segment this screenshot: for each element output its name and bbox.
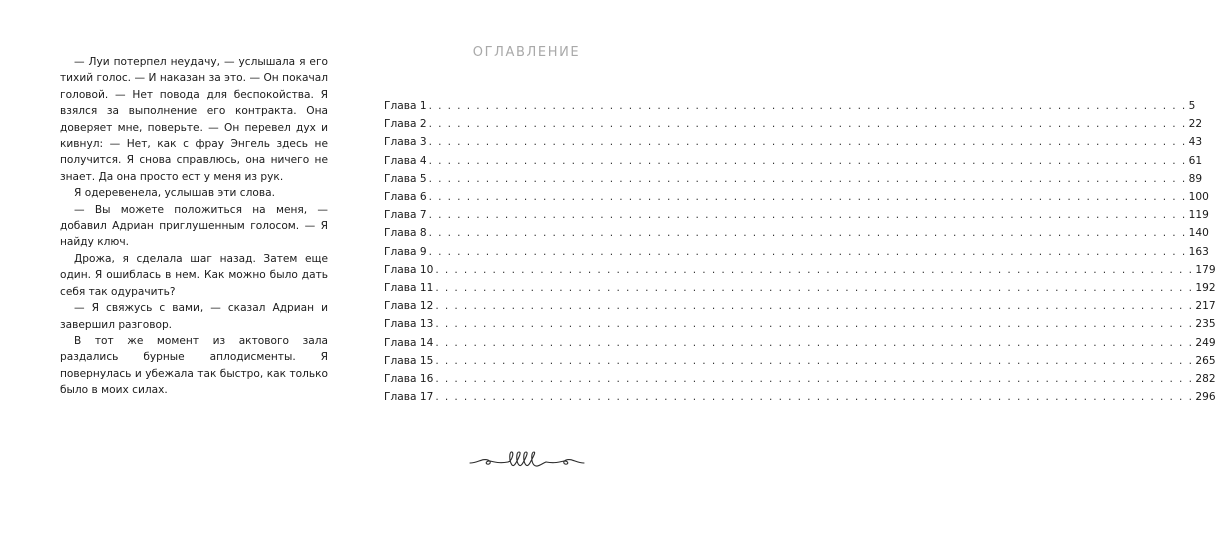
toc-entry [384,133,1203,151]
toc-entry [384,334,1216,352]
toc-entry-label: Глава 11 [384,282,434,295]
flourish-ornament-icon [468,449,586,471]
toc-entry-label: Глава 2 [384,118,427,131]
toc-dot-leader: . . . . . . . . . . . . . . . . . . . . . . . . . . . . . . . . . . . . . . . . . . . . . . . . . . . . . . . . . . . . . . . . . . . . . . . . . . . . . . . . [428,118,1187,131]
toc-entry-page: 163 [1188,245,1209,258]
toc-entry-label: Глава 7 [384,209,427,222]
toc-entry-label: Глава 4 [384,154,427,167]
paragraph: Дрожа, я сделала шаг назад. Затем еще один. Я ошиблась в нем. Как можно было дать себя так одурачить? [60,252,328,298]
toc-entry-page: 5 [1188,100,1196,112]
toc-entry [384,115,1203,133]
paragraph: — Вы можете положиться на меня, — добавил Адриан приглушенным голосом. — Я найду ключ. [60,203,328,249]
toc-entry-label: Глава 9 [384,245,427,258]
toc-entry [384,352,1216,370]
toc-entry-page: 119 [1188,209,1209,222]
toc-entry [384,279,1216,297]
paragraph: — Я свяжусь с вами, — сказал Адриан и завершил разговор. [60,302,328,331]
paragraph: В тот же момент из актового зала раздались бурные аплодисменты. Я повернулась и убежала так быстро, как только было в моих силах. [60,334,328,397]
toc-dot-leader: . . . . . . . . . . . . . . . . . . . . . . . . . . . . . . . . . . . . . . . . . . . . . . . . . . . . . . . . . . . . . . . . . . . . . . . . . . . . . . . . [428,100,1187,112]
toc-entry-label: Глава 17 [384,391,434,404]
toc-entry-page: 249 [1195,336,1216,349]
toc-entry-page: 282 [1195,373,1216,386]
toc-entry-label: Глава 12 [384,300,434,313]
toc-entry-page: 192 [1195,282,1216,295]
toc-entry-label: Глава 3 [384,136,427,149]
toc-entry [384,315,1216,333]
toc-entry-page: 217 [1195,300,1216,313]
toc-dot-leader: . . . . . . . . . . . . . . . . . . . . . . . . . . . . . . . . . . . . . . . . . . . . . . . . . . . . . . . . . . . . . . . . . . . . . . . . . . . . . . . . [428,209,1187,222]
toc-entry-page: 265 [1195,354,1216,367]
toc-entry-label: Глава 13 [384,318,434,331]
toc-entry [384,97,1196,115]
left-page [0,0,351,540]
toc-entry [384,188,1209,206]
toc-entry-page: 140 [1188,227,1209,240]
toc-entry [384,206,1209,224]
toc-entry [384,170,1203,188]
toc-dot-leader: . . . . . . . . . . . . . . . . . . . . . . . . . . . . . . . . . . . . . . . . . . . . . . . . . . . . . . . . . . . . . . . . . . . . . . . . . . . . . . . . [428,245,1187,258]
toc-entry [384,297,1216,315]
toc-dot-leader: . . . . . . . . . . . . . . . . . . . . . . . . . . . . . . . . . . . . . . . . . . . . . . . . . . . . . . . . . . . . . . . . . . . . . . . . . . . . . . . . [435,354,1194,367]
toc-entry-page: 179 [1195,263,1216,276]
right-page [351,0,1216,540]
toc-entry-page: 61 [1188,154,1203,167]
toc-dot-leader: . . . . . . . . . . . . . . . . . . . . . . . . . . . . . . . . . . . . . . . . . . . . . . . . . . . . . . . . . . . . . . . . . . . . . . . . . . . . . . . . [428,154,1187,167]
toc-dot-leader: . . . . . . . . . . . . . . . . . . . . . . . . . . . . . . . . . . . . . . . . . . . . . . . . . . . . . . . . . . . . . . . . . . . . . . . . . . . . . . . . [435,300,1194,313]
toc-entry-label: Глава 14 [384,336,434,349]
toc-entry-page: 100 [1188,191,1209,204]
toc-entry-page: 235 [1195,318,1216,331]
toc-entry-label: Глава 15 [384,354,434,367]
table-of-contents [384,97,1216,406]
toc-dot-leader: . . . . . . . . . . . . . . . . . . . . . . . . . . . . . . . . . . . . . . . . . . . . . . . . . . . . . . . . . . . . . . . . . . . . . . . . . . . . . . . . [435,263,1194,276]
toc-dot-leader: . . . . . . . . . . . . . . . . . . . . . . . . . . . . . . . . . . . . . . . . . . . . . . . . . . . . . . . . . . . . . . . . . . . . . . . . . . . . . . . . [435,336,1194,349]
toc-entry-page: 22 [1188,118,1203,131]
toc-entry-page: 296 [1195,391,1216,404]
toc-dot-leader: . . . . . . . . . . . . . . . . . . . . . . . . . . . . . . . . . . . . . . . . . . . . . . . . . . . . . . . . . . . . . . . . . . . . . . . . . . . . . . . . [435,282,1194,295]
toc-dot-leader: . . . . . . . . . . . . . . . . . . . . . . . . . . . . . . . . . . . . . . . . . . . . . . . . . . . . . . . . . . . . . . . . . . . . . . . . . . . . . . . . [428,227,1187,240]
toc-entry [384,243,1209,261]
toc-dot-leader: . . . . . . . . . . . . . . . . . . . . . . . . . . . . . . . . . . . . . . . . . . . . . . . . . . . . . . . . . . . . . . . . . . . . . . . . . . . . . . . . [435,318,1194,331]
toc-entry-label: Глава 8 [384,227,427,240]
story-text [60,54,328,399]
toc-entry [384,370,1216,388]
toc-entry [384,152,1203,170]
toc-dot-leader: . . . . . . . . . . . . . . . . . . . . . . . . . . . . . . . . . . . . . . . . . . . . . . . . . . . . . . . . . . . . . . . . . . . . . . . . . . . . . . . . [435,373,1194,386]
paragraph: Я одеревенела, услышав эти слова. [74,187,275,200]
toc-entry-label: Глава 5 [384,172,427,185]
toc-title: ОГЛАВЛЕНИЕ [472,45,581,60]
toc-entry-label: Глава 6 [384,191,427,204]
toc-dot-leader: . . . . . . . . . . . . . . . . . . . . . . . . . . . . . . . . . . . . . . . . . . . . . . . . . . . . . . . . . . . . . . . . . . . . . . . . . . . . . . . . [428,136,1187,149]
toc-entry-page: 89 [1188,172,1203,185]
toc-entry [384,261,1216,279]
toc-dot-leader: . . . . . . . . . . . . . . . . . . . . . . . . . . . . . . . . . . . . . . . . . . . . . . . . . . . . . . . . . . . . . . . . . . . . . . . . . . . . . . . . [435,391,1194,404]
toc-entry [384,224,1209,242]
toc-entry-label: Глава 1 [384,100,427,112]
toc-entry-page: 43 [1188,136,1203,149]
toc-entry-label: Глава 16 [384,373,434,386]
toc-dot-leader: . . . . . . . . . . . . . . . . . . . . . . . . . . . . . . . . . . . . . . . . . . . . . . . . . . . . . . . . . . . . . . . . . . . . . . . . . . . . . . . . [428,172,1187,185]
toc-entry [384,388,1216,406]
toc-entry-label: Глава 10 [384,263,434,276]
toc-dot-leader: . . . . . . . . . . . . . . . . . . . . . . . . . . . . . . . . . . . . . . . . . . . . . . . . . . . . . . . . . . . . . . . . . . . . . . . . . . . . . . . . [428,191,1187,204]
paragraph: — Луи потерпел неудачу, — услышала я его тихий голос. — И наказан за это. — Он покачал головой. — Нет повода для беспокойства. Я взялся за выполнение его контракта. Она доверяет мне, поверьте. — Он перевел дух и кивнул: — Нет, как с фрау Энгель здесь не получится. Я снова справлюсь, она ничего не знает. Да она просто ест у меня из рук. [60,56,328,183]
